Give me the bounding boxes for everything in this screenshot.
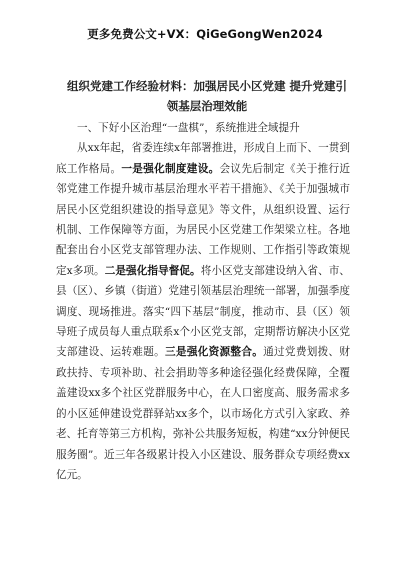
paragraph-text: 通过党费划拨、财政扶持、专项补助、社会捐助等多种途径强化经费保障，全覆盖建设xx多个社区党群服务中心，在人口密度高、服务需求多的小区延伸建设党群驿站xx多个，以市场化方式引入家政、养老、托育等第三方机构，弥补公共服务短板，构建“xx分钟便民服务圈”。近三年各级累计投入小区建设、服务群众专项经费xx亿元。 bbox=[56, 346, 351, 481]
paragraph-text: 会议先后制定《关于推行近邻党建工作提升城市基层治理水平若干措施》、《关于加强城市居民小区党组织建设的指导意见》等文件，从组织设置、运行机制、工作保障等方面，为居民小区党建工作架梁立柱。各地配套出台小区党支部管理办法、工作规则、工作指引等政策规定x多项。 bbox=[56, 162, 351, 277]
bold-point-2: 二是强化指导督促。 bbox=[104, 264, 201, 277]
paragraph-text: 从xx年起，省委连续x年部署推进，形成自上而下、一贯到底工作格局。 bbox=[56, 142, 350, 175]
document-title: 组织党建工作经验材料：加强居民小区党建 提升党建引领基层治理效能 bbox=[66, 79, 347, 113]
paragraph-text: 将小区党支部建设纳入省、市、县（区）、乡镇（街道）党建引领基层治理统一部署，加强季度调度、现场推进。落实“四下基层”制度，推动市、县（区）领导班子成员每人重点联系x个小区党支部，定期帮访解决小区党支部建设、运转难题。 bbox=[56, 264, 351, 359]
document-body bbox=[56, 118, 350, 485]
bold-point-1: 一是强化制度建设。 bbox=[121, 162, 220, 175]
header-banner: 更多免费公文+VX：QiGeGongWen2024 bbox=[87, 27, 323, 41]
bold-point-3: 三是强化资源整合。 bbox=[165, 346, 264, 359]
section-heading: 一、下好小区治理“一盘棋”，系统推进全域提升 bbox=[77, 122, 300, 134]
paragraph bbox=[56, 138, 350, 485]
